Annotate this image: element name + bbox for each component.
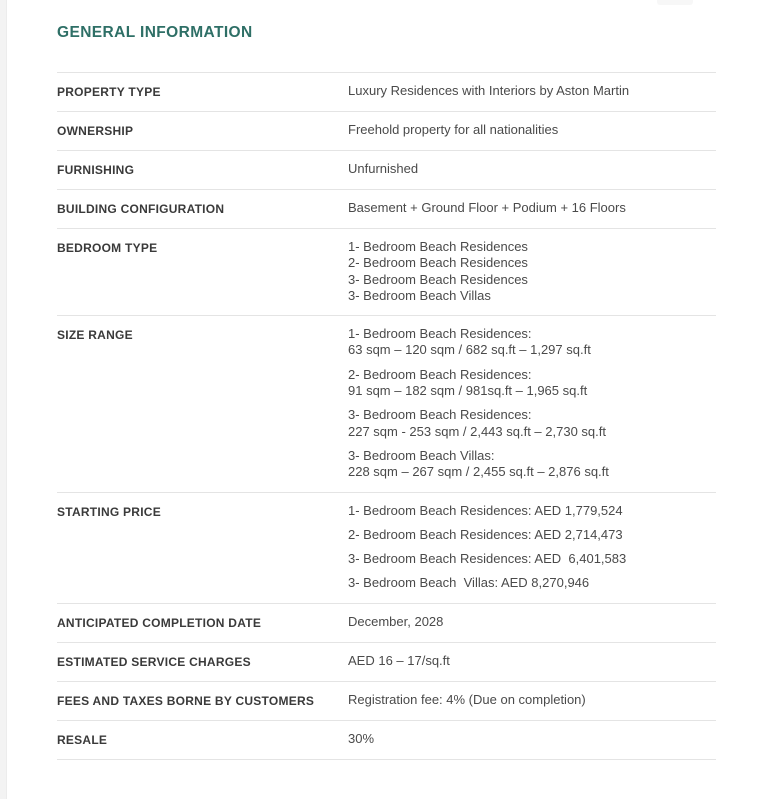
table-row	[57, 721, 716, 760]
table-row	[57, 643, 716, 682]
row-value	[348, 326, 609, 480]
value-line: December, 2028	[348, 613, 444, 629]
value-group	[348, 575, 626, 591]
row-value	[348, 122, 558, 138]
value-group	[348, 614, 443, 630]
table-row	[57, 112, 716, 151]
value-group	[348, 200, 626, 216]
table-row	[57, 151, 716, 190]
value-line: 1- Bedroom Beach Residences: AED 1,779,524	[348, 502, 623, 518]
row-label: FEES AND TAXES BORNE BY CUSTOMERS	[57, 693, 315, 708]
row-value	[348, 614, 443, 630]
table-row	[57, 604, 716, 643]
row-label: RESALE	[57, 732, 108, 747]
value-line: 1- Bedroom Beach Residences	[348, 239, 528, 254]
value-line: 2- Bedroom Beach Residences:	[348, 366, 532, 382]
row-value	[348, 161, 418, 177]
value-line: 3- Bedroom Beach Residences	[348, 271, 528, 287]
value-group	[348, 527, 626, 543]
value-group	[348, 692, 586, 708]
value-line: 2- Bedroom Beach Residences	[348, 255, 528, 271]
row-label: PROPERTY TYPE	[57, 85, 161, 99]
row-label: BEDROOM TYPE	[57, 241, 158, 255]
value-line: Freehold property for all nationalities	[348, 122, 559, 137]
value-group	[348, 503, 626, 519]
value-group	[348, 326, 609, 359]
row-label: STARTING PRICE	[57, 504, 161, 519]
value-group	[348, 83, 629, 99]
row-value	[348, 83, 629, 99]
value-line: 1- Bedroom Beach Residences:	[348, 326, 532, 342]
value-line: Registration fee: 4% (Due on completion)	[348, 691, 586, 707]
row-label: ESTIMATED SERVICE CHARGES	[57, 654, 251, 669]
row-value	[348, 653, 450, 669]
value-line: Basement + Ground Floor + Podium + 16 Floors	[348, 200, 626, 215]
value-line: 2- Bedroom Beach Residences: AED 2,714,473	[348, 526, 623, 542]
row-value	[348, 200, 626, 216]
table-row	[57, 316, 716, 492]
value-line: Luxury Residences with Interiors by Aston Martin	[348, 83, 630, 98]
value-line: 3- Bedroom Beach Residences:	[348, 407, 532, 423]
table-row	[57, 229, 716, 316]
table-row	[57, 190, 716, 229]
value-line: 63 sqm – 120 sqm / 682 sq.ft – 1,297 sq.ft	[348, 342, 591, 358]
table-row	[57, 493, 716, 604]
value-group	[348, 448, 609, 481]
value-line: 228 sqm – 267 sqm / 2,455 sq.ft – 2,876 sq.ft	[348, 464, 609, 480]
row-value	[348, 692, 586, 708]
page-title: GENERAL INFORMATION	[57, 24, 253, 41]
row-label: SIZE RANGE	[57, 328, 133, 343]
value-line: 3- Bedroom Beach Residences: AED 6,401,583	[348, 551, 627, 567]
row-value	[348, 731, 374, 747]
row-value	[348, 239, 528, 304]
table-row	[57, 73, 716, 112]
row-label: OWNERSHIP	[57, 124, 134, 138]
row-label: BUILDING CONFIGURATION	[57, 202, 225, 216]
table-row	[57, 682, 716, 721]
value-group	[348, 653, 450, 669]
value-line: 227 sqm - 253 sqm / 2,443 sq.ft – 2,730 sq.ft	[348, 423, 606, 439]
value-line: 3- Bedroom Beach Villas	[348, 287, 491, 303]
value-group	[348, 161, 418, 177]
value-group	[348, 122, 558, 138]
info-table	[57, 72, 716, 760]
row-value	[348, 503, 626, 592]
value-line: AED 16 – 17/sq.ft	[348, 652, 450, 668]
value-line: 91 sqm – 182 sqm / 981sq.ft – 1,965 sq.ft	[348, 383, 588, 399]
row-label: FURNISHING	[57, 163, 135, 177]
value-group	[348, 551, 626, 567]
value-line: 3- Bedroom Beach Villas: AED 8,270,946	[348, 575, 590, 591]
value-group	[348, 367, 609, 400]
row-label: ANTICIPATED COMPLETION DATE	[57, 615, 262, 630]
value-line: 30%	[348, 730, 375, 746]
value-line: 3- Bedroom Beach Villas:	[348, 447, 495, 463]
value-group	[348, 731, 374, 747]
value-group	[348, 407, 609, 440]
value-line: Unfurnished	[348, 161, 419, 176]
value-group	[348, 239, 528, 304]
